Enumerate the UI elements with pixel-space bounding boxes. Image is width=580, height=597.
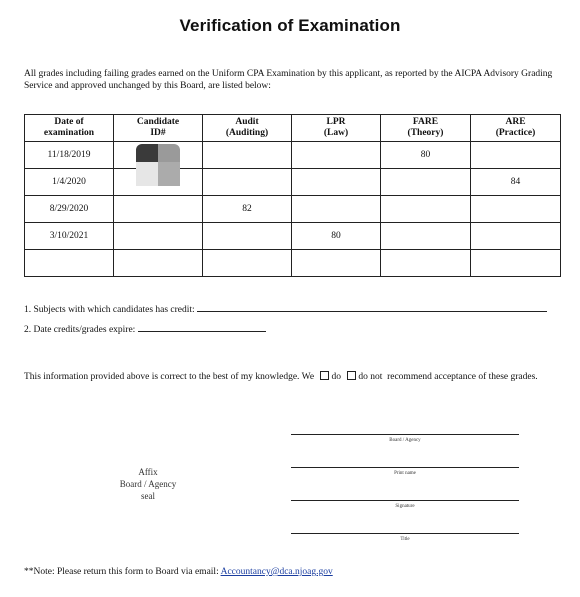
cell-lpr <box>292 142 381 169</box>
board-agency-label: Board / Agency <box>389 438 421 443</box>
cell-candidate-id <box>114 169 203 196</box>
cell-lpr <box>292 250 381 277</box>
cell-fare <box>381 250 471 277</box>
cell-candidate-id <box>114 250 203 277</box>
certification-statement <box>24 371 538 382</box>
header-candidate-id: Candidate ID# <box>114 115 203 142</box>
cell-candidate-id <box>114 223 203 250</box>
credit-expire-item <box>24 322 266 335</box>
cell-are <box>471 196 561 223</box>
statement-tail: recommend acceptance of these grades. <box>387 372 538 382</box>
cell-are <box>471 223 561 250</box>
cell-are: 84 <box>471 169 561 196</box>
cell-candidate-id <box>114 142 203 169</box>
table-row <box>25 196 561 223</box>
board-agency-line[interactable] <box>291 434 519 435</box>
affix-line-2: Board / Agency <box>119 479 177 489</box>
header-are: ARE (Practice) <box>471 115 561 142</box>
cell-lpr <box>292 196 381 223</box>
cell-audit <box>203 250 292 277</box>
cell-candidate-id <box>114 196 203 223</box>
table-header-row <box>25 115 561 142</box>
cell-date: 1/4/2020 <box>25 169 114 196</box>
cell-date <box>25 250 114 277</box>
do-not-checkbox[interactable] <box>347 371 356 380</box>
print-name-label: Print name <box>394 471 416 476</box>
header-fare: FARE (Theory) <box>381 115 471 142</box>
statement-text: This information provided above is correct to the best of my knowledge. We <box>24 372 315 382</box>
header-audit: Audit (Auditing) <box>203 115 292 142</box>
redaction-whiteout <box>116 198 200 220</box>
table-row <box>25 142 561 169</box>
cell-lpr <box>292 169 381 196</box>
affix-line-3: seal <box>141 491 155 501</box>
cell-audit <box>203 223 292 250</box>
table-row <box>25 169 561 196</box>
table-row <box>25 223 561 250</box>
note-prefix: **Note: Please return this form to Board via email: <box>24 567 219 577</box>
do-not-label: do not <box>358 372 383 382</box>
title-line[interactable] <box>291 533 519 534</box>
signature-line[interactable] <box>291 500 519 501</box>
credit-subjects-blank[interactable] <box>197 302 547 312</box>
return-note <box>24 567 333 577</box>
credit-expire-label: 2. Date credits/grades expire: <box>24 325 136 335</box>
cell-date: 3/10/2021 <box>25 223 114 250</box>
cell-audit <box>203 142 292 169</box>
credit-subjects-label: 1. Subjects with which candidates has credit: <box>24 305 195 315</box>
email-link[interactable]: Accountancy@dca.njoag.gov <box>220 567 333 577</box>
cell-date: 8/29/2020 <box>25 196 114 223</box>
cell-fare <box>381 223 471 250</box>
print-name-line[interactable] <box>291 467 519 468</box>
header-lpr: LPR (Law) <box>292 115 381 142</box>
cell-lpr: 80 <box>292 223 381 250</box>
table-row <box>25 250 561 277</box>
intro-paragraph: All grades including failing grades earned on the Uniform CPA Examination by this applicant, as reported by the AICPA Advisory Grading Service and approved unchanged by this Board, are listed below: <box>24 69 553 91</box>
header-date: Date of examination <box>25 115 114 142</box>
cell-audit <box>203 169 292 196</box>
cell-fare <box>381 169 471 196</box>
cell-fare: 80 <box>381 142 471 169</box>
do-label: do <box>331 372 341 382</box>
affix-line-1: Affix <box>138 467 158 477</box>
page-title: Verification of Examination <box>179 16 401 35</box>
cell-fare <box>381 196 471 223</box>
cell-are <box>471 142 561 169</box>
cell-date: 11/18/2019 <box>25 142 114 169</box>
title-label: Title <box>400 537 410 542</box>
signature-label: Signature <box>395 504 415 509</box>
grades-table <box>24 114 561 277</box>
cell-audit: 82 <box>203 196 292 223</box>
affix-seal-area <box>98 466 198 502</box>
do-checkbox[interactable] <box>320 371 329 380</box>
credit-expire-blank[interactable] <box>138 322 266 332</box>
credit-subjects-item <box>24 302 547 315</box>
cell-are <box>471 250 561 277</box>
